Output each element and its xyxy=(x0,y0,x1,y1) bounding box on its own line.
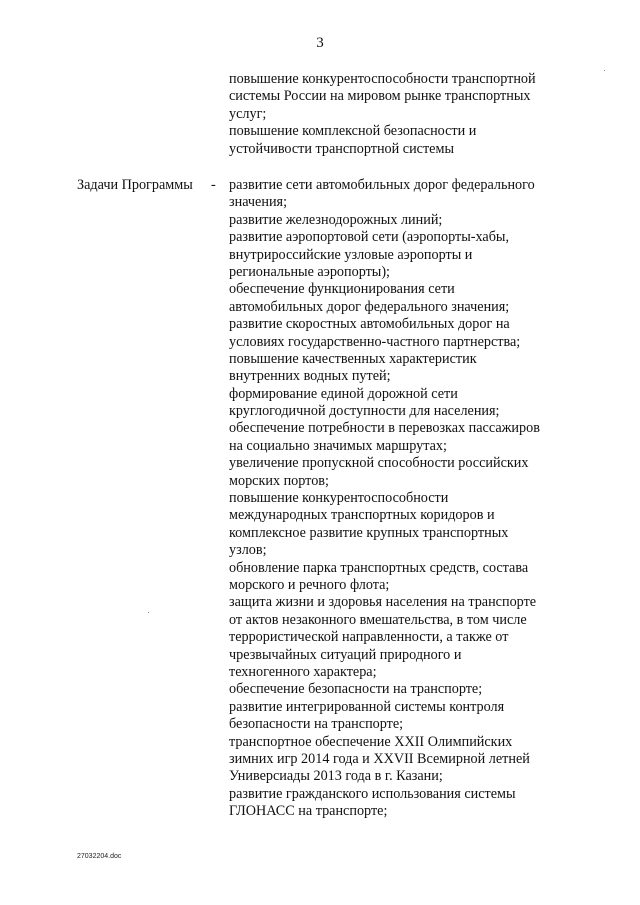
task-line: ГЛОНАСС на транспорте; xyxy=(229,803,388,820)
task-line: обеспечение потребности в перевозках пассажиров xyxy=(229,420,540,437)
task-line: повышение качественных характеристик xyxy=(229,350,477,367)
task-line: обеспечение безопасности на транспорте; xyxy=(229,681,483,698)
task-line: условиях государственно-частного партнерства; xyxy=(229,333,521,350)
goal-line: системы России на мировом рынке транспортных xyxy=(229,88,531,105)
scan-speck xyxy=(148,612,149,613)
program-goals-continuation xyxy=(229,71,569,158)
tasks-row-dash: - xyxy=(211,177,216,193)
task-line: обновление парка транспортных средств, состава xyxy=(229,559,529,576)
task-line: от актов незаконного вмешательства, в том числе xyxy=(229,611,527,628)
goal-line: повышение комплексной безопасности и xyxy=(229,123,477,140)
task-line: защита жизни и здоровья населения на транспорте xyxy=(229,594,537,611)
task-line: развитие гражданского использования системы xyxy=(229,785,516,802)
task-line: значения; xyxy=(229,194,288,211)
task-line: развитие железнодорожных линий; xyxy=(229,211,443,228)
task-line: морского и речного флота; xyxy=(229,576,390,593)
page-number: 3 xyxy=(316,35,324,51)
task-line: внутрироссийские узловые аэропорты и xyxy=(229,246,473,263)
task-line: внутренних водных путей; xyxy=(229,368,391,385)
task-line: формирование единой дорожной сети xyxy=(229,385,458,402)
scan-speck xyxy=(604,70,605,71)
tasks-row-label: Задачи Программы xyxy=(77,177,193,193)
task-line: развитие сети автомобильных дорог федерального xyxy=(229,177,535,193)
task-line: транспортное обеспечение XXII Олимпийских xyxy=(229,733,513,750)
goal-line: устойчивости транспортной системы xyxy=(229,140,454,157)
goal-line: услуг; xyxy=(229,105,267,122)
task-line: зимних игр 2014 года и XXVII Всемирной летней xyxy=(229,750,530,767)
task-line: узлов; xyxy=(229,542,267,559)
program-tasks-list xyxy=(229,177,569,820)
task-line: террористической направленности, а также от xyxy=(229,629,509,646)
task-line: Универсиады 2013 года в г. Казани; xyxy=(229,768,443,785)
task-line: техногенного характера; xyxy=(229,663,377,680)
task-line: развитие аэропортовой сети (аэропорты-хабы, xyxy=(229,229,509,246)
task-line: развитие интегрированной системы контроля xyxy=(229,698,505,715)
task-line: комплексное развитие крупных транспортных xyxy=(229,524,509,541)
task-line: региональные аэропорты); xyxy=(229,263,390,280)
task-line: чрезвычайных ситуаций природного и xyxy=(229,646,462,663)
task-line: на социально значимых маршрутах; xyxy=(229,437,447,454)
task-line: круглогодичной доступности для населения; xyxy=(229,403,500,420)
task-line: международных транспортных коридоров и xyxy=(229,507,495,524)
task-line: морских портов; xyxy=(229,472,329,489)
task-line: автомобильных дорог федерального значения; xyxy=(229,298,510,315)
goal-line: повышение конкурентоспособности транспортной xyxy=(229,71,536,87)
task-line: повышение конкурентоспособности xyxy=(229,490,449,507)
footer-filename: 27032204.doc xyxy=(77,853,122,860)
task-line: обеспечение функционирования сети xyxy=(229,281,455,298)
task-line: увеличение пропускной способности российских xyxy=(229,455,529,472)
task-line: развитие скоростных автомобильных дорог на xyxy=(229,316,510,333)
task-line: безопасности на транспорте; xyxy=(229,716,404,733)
